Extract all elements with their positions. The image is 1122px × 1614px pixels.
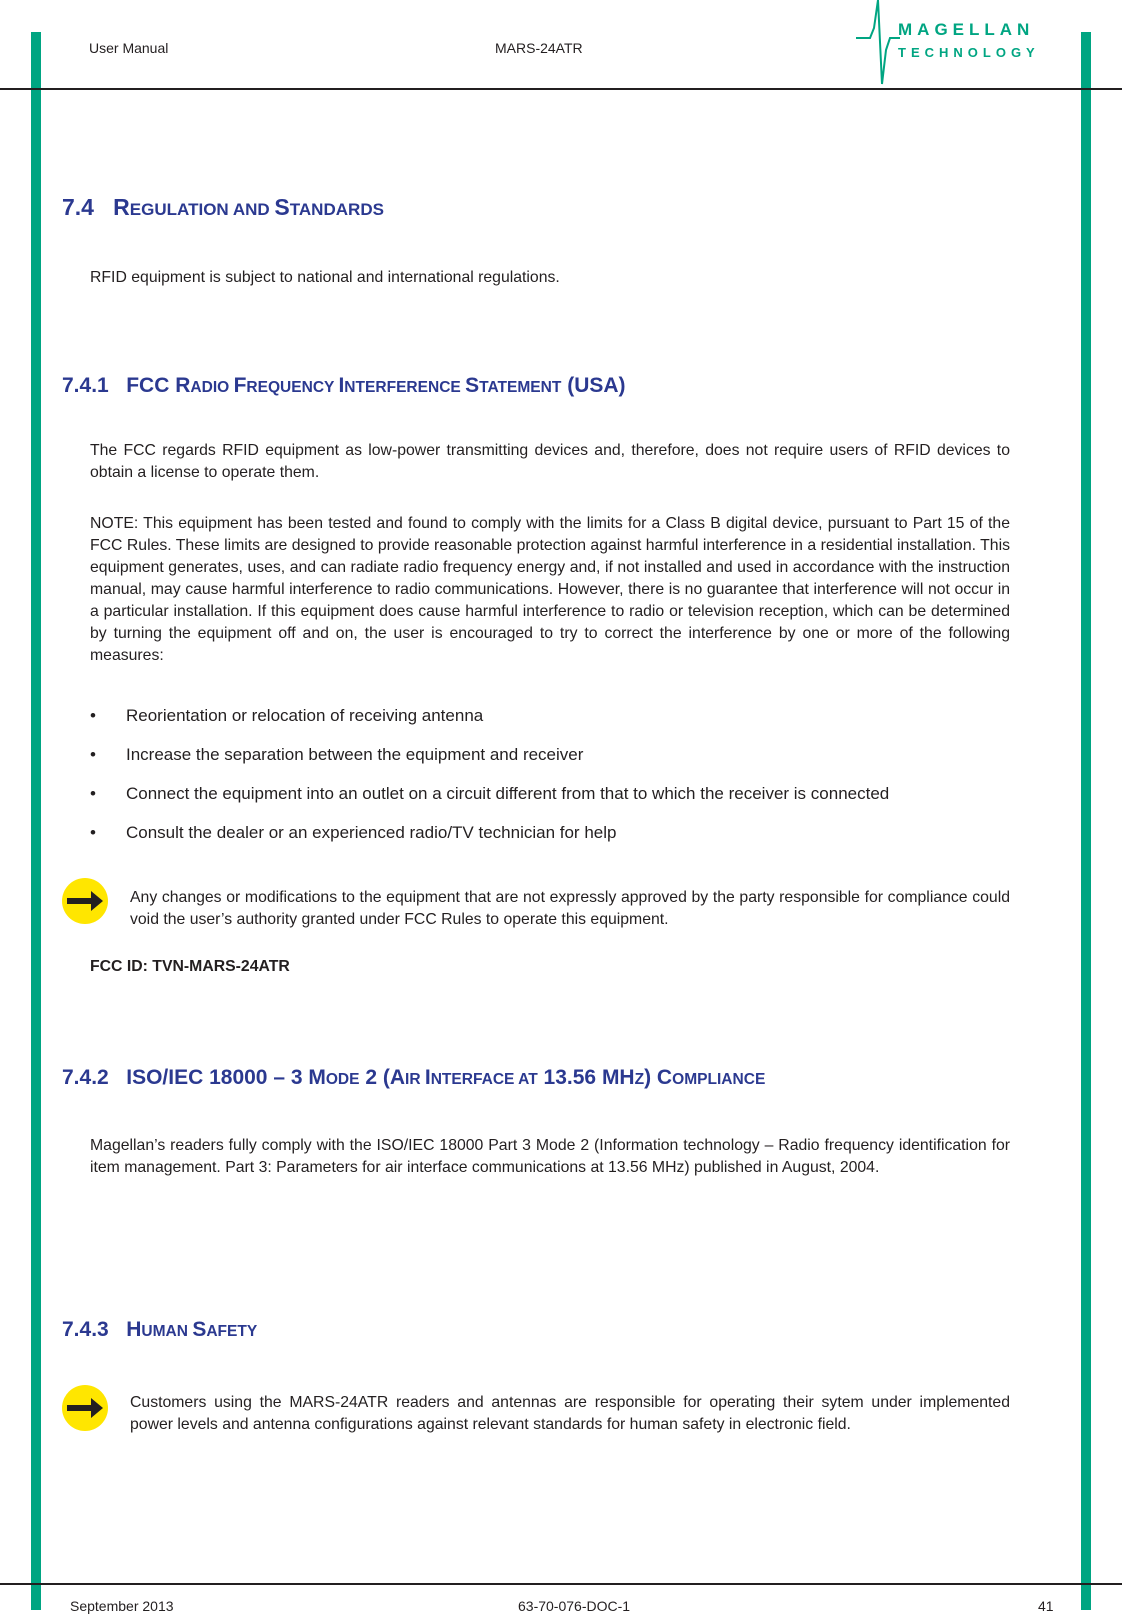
right-arrow-icon bbox=[61, 1384, 109, 1432]
title-part: H bbox=[126, 1318, 142, 1341]
bullet-item bbox=[90, 823, 616, 843]
title-part: TATEMENT bbox=[479, 379, 562, 396]
logo-signal-icon bbox=[856, 0, 916, 86]
bullet-item bbox=[90, 706, 483, 726]
iso-compliance-paragraph: Magellan’s readers fully comply with the ISO/IEC 18000 Part 3 Mode 2 (Information technology – Radio frequency identification for item management. Part 3: Parameters for air interface communications at 13.56 MHz) published in August, 2004. bbox=[90, 1137, 1010, 1176]
title-part: 13.56 MH bbox=[537, 1066, 635, 1089]
bullet-mark: • bbox=[90, 784, 96, 803]
header-product: MARS-24ATR bbox=[495, 40, 583, 56]
bullet-text: Connect the equipment into an outlet on a circuit different from that to which the receiver is connected bbox=[126, 784, 890, 803]
footer-date: September 2013 bbox=[70, 1598, 174, 1614]
title-part: S bbox=[192, 1318, 207, 1341]
section-7-4-intro: RFID equipment is subject to national and international regulations. bbox=[90, 269, 560, 286]
magellan-logo bbox=[856, 0, 1040, 86]
footer-rule bbox=[0, 1583, 1122, 1585]
title-part: REQUENCY bbox=[246, 379, 339, 396]
title-part: ISO/IEC 18000 – 3 M bbox=[126, 1066, 326, 1089]
title-part: ADIO bbox=[190, 379, 234, 396]
human-safety-note: Customers using the MARS-24ATR readers and antennas are responsible for operating their sytem under implemented power levels and antenna configurations against relevant standards for human safety in electronic field. bbox=[130, 1394, 1010, 1433]
footer-doc-number: 63-70-076-DOC-1 bbox=[518, 1598, 631, 1614]
bullet-text: Consult the dealer or an experienced radio/TV technician for help bbox=[126, 823, 617, 842]
title-part: NTERFERENCE bbox=[344, 379, 466, 396]
title-part: NTERFACE AT bbox=[430, 1071, 538, 1088]
title-part: F bbox=[233, 374, 247, 397]
title-part: (USA) bbox=[561, 374, 626, 397]
bullet-item bbox=[90, 745, 583, 765]
section-7-4-3-heading bbox=[62, 1318, 257, 1342]
title-part: TANDARDS bbox=[289, 200, 384, 219]
title-part: I bbox=[424, 1066, 431, 1089]
fcc-id: FCC ID: TVN-MARS-24ATR bbox=[90, 958, 290, 975]
bullet-mark: • bbox=[90, 706, 96, 725]
title-part: I bbox=[338, 374, 345, 397]
bullet-text: Reorientation or relocation of receiving antenna bbox=[126, 706, 484, 725]
title-part: UMAN bbox=[141, 1323, 193, 1340]
fcc-note-paragraph: NOTE: This equipment has been tested and found to comply with the limits for a Class B digital device, pursuant to Part 15 of the FCC Rules. These limits are designed to provide reasonable protection against harmful interference in a residential installation. This equipment generates, uses, and can radiate radio frequency energy and, if not installed and used in accordance with the instruction manual, may cause harmful interference to radio communications. However, there is no guarantee that interference will not occur in a particular installation. If this equipment does cause harmful interference to radio or television reception, which can be determined by turning the equipment off and on, the user is encouraged to try to correct the interference by one or more of the following measures: bbox=[90, 515, 1010, 664]
right-arrow-icon bbox=[61, 877, 109, 925]
title-part: AFETY bbox=[206, 1323, 258, 1340]
title-part: FCC R bbox=[126, 374, 191, 397]
bullet-mark: • bbox=[90, 745, 96, 764]
right-margin-bar bbox=[1081, 32, 1091, 1610]
title-part: ) C bbox=[644, 1066, 673, 1089]
section-number: 7.4 bbox=[62, 194, 94, 220]
title-part: R bbox=[113, 194, 130, 220]
fcc-paragraph-1: The FCC regards RFID equipment as low-power transmitting devices and, therefore, does not require users of RFID devices to obtain a license to operate them. bbox=[90, 442, 1010, 481]
title-part: ODE bbox=[325, 1071, 360, 1088]
logo-text-magellan: MAGELLAN bbox=[898, 20, 1035, 39]
section-7-4-heading bbox=[62, 194, 384, 221]
section-number: 7.4.3 bbox=[62, 1318, 109, 1341]
bullet-mark: • bbox=[90, 823, 96, 842]
logo-text-technology: TECHNOLOGY bbox=[898, 45, 1040, 60]
section-7-4-1-heading bbox=[62, 374, 626, 398]
left-margin-bar bbox=[31, 32, 41, 1610]
fcc-modification-note: Any changes or modifications to the equipment that are not expressly approved by the party responsible for compliance could void the user’s authority granted under FCC Rules to operate this equipment. bbox=[130, 889, 1010, 928]
title-part: OMPLIANCE bbox=[672, 1071, 766, 1088]
section-number: 7.4.2 bbox=[62, 1066, 109, 1089]
header-rule bbox=[0, 88, 1122, 90]
section-number: 7.4.1 bbox=[62, 374, 109, 397]
title-part: Z bbox=[634, 1071, 645, 1088]
title-part: 2 (A bbox=[359, 1066, 406, 1089]
title-part: IR bbox=[405, 1071, 425, 1088]
footer-page-number: 41 bbox=[1038, 1598, 1054, 1614]
bullet-text: Increase the separation between the equipment and receiver bbox=[126, 745, 584, 764]
bullet-item bbox=[90, 784, 889, 804]
title-part: EGULATION AND bbox=[129, 200, 275, 219]
section-7-4-2-heading bbox=[62, 1066, 765, 1090]
header-doc-type: User Manual bbox=[89, 40, 169, 56]
title-part: S bbox=[274, 194, 290, 220]
title-part: S bbox=[465, 374, 480, 397]
